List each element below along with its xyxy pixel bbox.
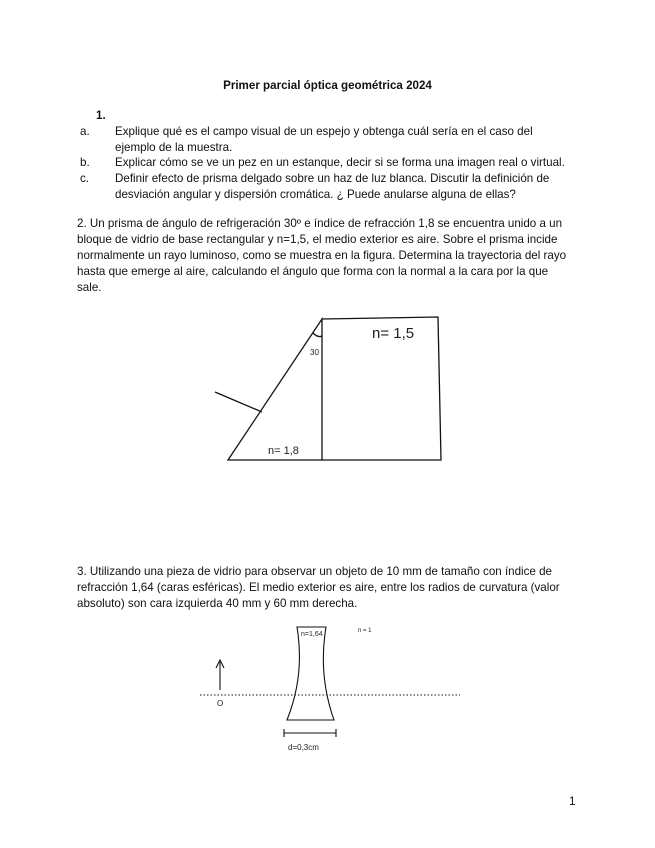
prism-angle-label: 30 — [310, 348, 319, 357]
q1-item-c-line: Definir efecto de prisma delgado sobre un haz de luz blanca. Discutir la definición de — [115, 172, 550, 185]
block-index-label: n= 1,5 — [372, 325, 415, 342]
page-number: 1 — [569, 795, 576, 808]
q1-item-b-line: Explicar cómo se ve un pez en un estanque, decir si se forma una imagen real o virtual. — [115, 156, 565, 169]
q2-text-line: bloque de vidrio de base rectangular y n=1,5, el medio exterior es aire. Sobre el prisma incide — [77, 233, 558, 246]
q1-item-a-line: ejemplo de la muestra. — [115, 141, 233, 154]
medium-index-label: n = 1 — [358, 628, 372, 634]
q2-text-line: 2. Un prisma de ángulo de refrigeración 30º e índice de refracción 1,8 se encuentra unido a un — [77, 217, 563, 230]
prism-triangle — [228, 319, 322, 460]
q1-item-b-marker: b. — [80, 156, 90, 169]
q2-text-line: hasta que emerge al aire, calculando el ángulo que forma con la normal a la cara por la que — [77, 265, 549, 278]
incident-ray — [215, 392, 262, 412]
question-1-number: 1. — [96, 109, 106, 122]
q2-text-line: normalmente un rayo luminoso, como se muestra en la figura. Determina la trayectoria del rayo — [77, 249, 567, 262]
q3-text-line: absoluto) son cara izquierda 40 mm y 60 mm derecha. — [77, 597, 358, 610]
lens-index-label: n=1,64 — [301, 631, 323, 638]
object-point-label: O — [217, 699, 224, 708]
q1-item-c-line: desviación angular y dispersión cromática. ¿ Puede anularse alguna de ellas? — [115, 188, 516, 201]
q1-item-c-marker: c. — [80, 172, 90, 185]
q3-text-line: 3. Utilizando una pieza de vidrio para observar un objeto de 10 mm de tamaño con índice de — [77, 565, 552, 578]
page-title: Primer parcial óptica geométrica 2024 — [223, 79, 432, 92]
lens-outline — [287, 627, 334, 720]
q1-item-a-line: Explique qué es el campo visual de un espejo y obtenga cuál sería en el caso del — [115, 125, 533, 138]
q2-text-line: sale. — [77, 281, 102, 294]
prism-index-label: n= 1,8 — [268, 445, 299, 457]
thickness-label: d=0,3cm — [288, 743, 319, 752]
q3-text-line: refracción 1,64 (caras esféricas). El medio exterior es aire, entre los radios de curvatura (valor — [77, 581, 560, 594]
lens-figure — [200, 627, 460, 737]
angle-arc — [313, 333, 322, 337]
q1-item-a-marker: a. — [80, 125, 90, 138]
